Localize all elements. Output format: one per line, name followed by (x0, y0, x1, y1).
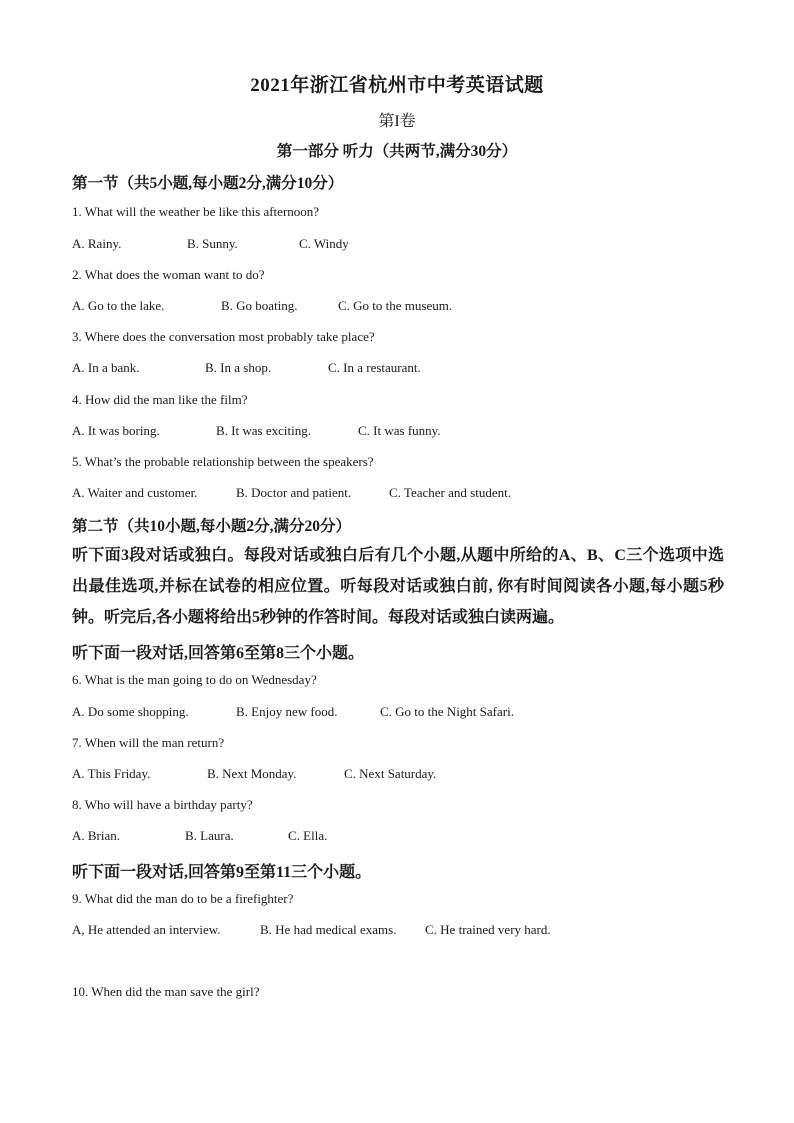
option-9b: B. He had medical exams. (260, 922, 397, 937)
option-4c: C. It was funny. (358, 423, 441, 438)
question-4: 4. How did the man like the film? (72, 392, 248, 407)
section2-instructions: 听下面3段对话或独白。每段对话或独白后有几个小题,从题中所给的A、B、C三个选项中选出最佳选项,并标在试卷的相应位置。听每段对话或独白前, 你有时间阅读各小题,每小题5秒钟。听完后,各小题将给出5秒钟的作答时间。每段对话或独白读两遍。 (72, 547, 724, 626)
options-3 (72, 360, 732, 378)
question-3: 3. Where does the conversation most probably take place? (72, 329, 375, 344)
option-9a: A, He attended an interview. (72, 922, 221, 937)
option-7b: B. Next Monday. (207, 766, 297, 781)
options-9 (72, 922, 732, 940)
question-1: 1. What will the weather be like this afternoon? (72, 204, 320, 219)
question-9: 9. What did the man do to be a firefighter? (72, 891, 294, 906)
option-3c: C. In a restaurant. (328, 360, 421, 375)
option-2a: A. Go to the lake. (72, 298, 165, 313)
option-9c: C. He trained very hard. (425, 922, 551, 937)
option-5a: A. Waiter and customer. (72, 485, 198, 500)
option-1c: C. Windy (299, 236, 349, 251)
part-heading: 第一部分 听力（共两节,满分30分） (276, 143, 518, 160)
options-4 (72, 423, 732, 441)
option-2b: B. Go boating. (221, 298, 298, 313)
question-5: 5. What’s the probable relationship between the speakers? (72, 454, 374, 469)
options-5 (72, 485, 732, 503)
option-7a: A. This Friday. (72, 766, 151, 781)
section1-heading: 第一节（共5小题,每小题2分,满分10分） (72, 175, 344, 192)
option-6a: A. Do some shopping. (72, 704, 189, 719)
options-2 (72, 298, 732, 316)
options-6 (72, 704, 732, 722)
option-2c: C. Go to the museum. (338, 298, 453, 313)
exam-title: 2021年浙江省杭州市中考英语试题 (250, 75, 544, 96)
volume-label: 第I卷 (378, 113, 416, 130)
option-1a: A. Rainy. (72, 236, 122, 251)
question-6: 6. What is the man going to do on Wednesday? (72, 672, 317, 687)
option-1b: B. Sunny. (187, 236, 238, 251)
options-8 (72, 828, 732, 846)
option-3a: A. In a bank. (72, 360, 140, 375)
question-10: 10. When did the man save the girl? (72, 984, 260, 999)
option-7c: C. Next Saturday. (344, 766, 437, 781)
option-8c: C. Ella. (288, 828, 328, 843)
option-5b: B. Doctor and patient. (236, 485, 352, 500)
question-8: 8. Who will have a birthday party? (72, 797, 253, 812)
option-5c: C. Teacher and student. (389, 485, 511, 500)
question-7: 7. When will the man return? (72, 735, 225, 750)
options-1 (72, 236, 732, 254)
section2-heading: 第二节（共10小题,每小题2分,满分20分） (72, 518, 352, 535)
option-8b: B. Laura. (185, 828, 234, 843)
option-8a: A. Brian. (72, 828, 121, 843)
option-6b: B. Enjoy new food. (236, 704, 338, 719)
dialogue2-intro: 听下面一段对话,回答第9至第11三个小题。 (72, 864, 372, 881)
question-2: 2. What does the woman want to do? (72, 267, 265, 282)
dialogue1-intro: 听下面一段对话,回答第6至第8三个小题。 (72, 645, 365, 662)
options-7 (72, 766, 732, 784)
option-6c: C. Go to the Night Safari. (380, 704, 514, 719)
option-4a: A. It was boring. (72, 423, 160, 438)
option-3b: B. In a shop. (205, 360, 272, 375)
option-4b: B. It was exciting. (216, 423, 311, 438)
